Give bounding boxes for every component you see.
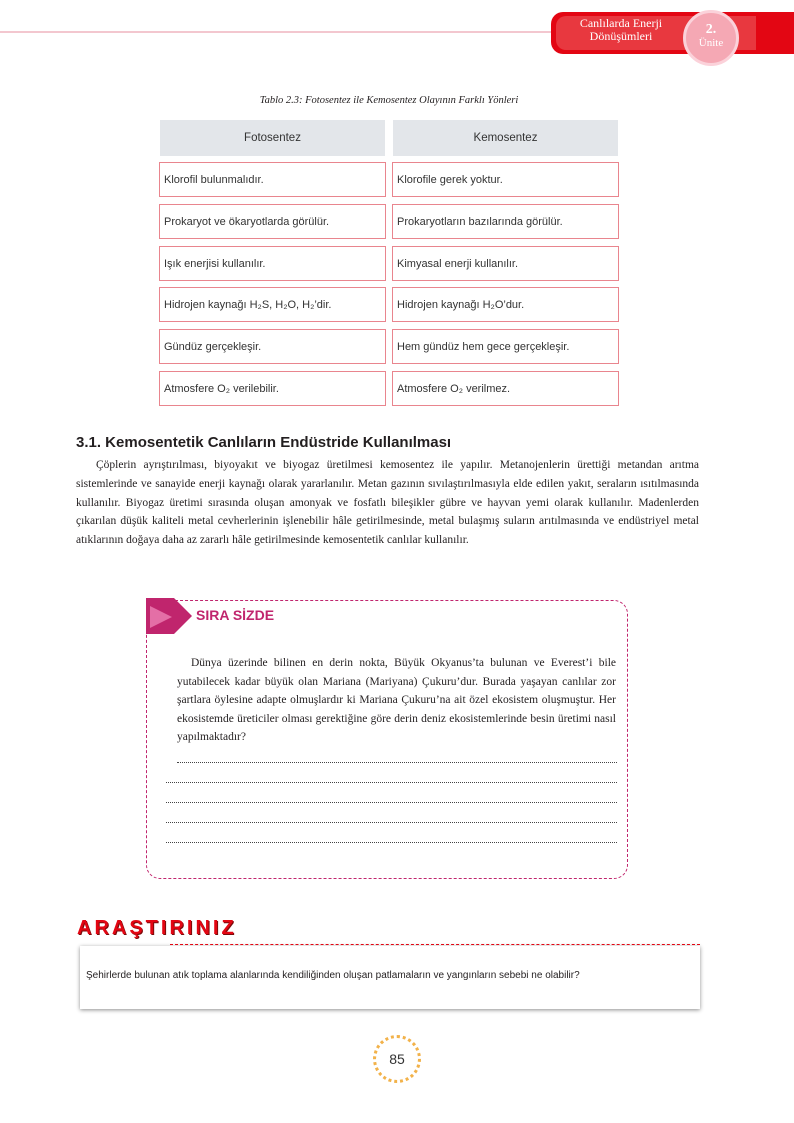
- arastiriniz-rule: [170, 944, 700, 945]
- table-cell: Hidrojen kaynağı H₂S, H₂O, H₂’dir.: [159, 287, 386, 322]
- table-cell: Atmosfere O₂ verilebilir.: [159, 371, 386, 406]
- sira-sizde-text: Dünya üzerinde bilinen en derin nokta, Büyük Okyanus’ta bulunan ve Everest’i bile yutabilecek kadar büyük olan Mariana (Mariyana) Çukuru’dur. Burada yaşayan canlılar zor şartlara öylesine adapte olmuşlardır ki Mariana Çukuru’na ait özel ekosistem oluşmuştur. Her ekosistemde üreticiler olması gerektiğine göre derin deniz ekosistemlerinde besin üretimi nasıl yapılmaktadır?: [177, 657, 616, 743]
- chapter-title-line2: Dönüşümleri: [589, 29, 653, 43]
- header-rule: [0, 31, 560, 33]
- sira-sizde-flag-tip: [174, 598, 192, 634]
- page-number: 85: [389, 1051, 405, 1067]
- table-header-kemosentez: Kemosentez: [393, 120, 618, 156]
- table-cell: Kimyasal enerji kullanılır.: [392, 246, 619, 281]
- table-caption: Tablo 2.3: Fotosentez ile Kemosentez Olayının Farklı Yönleri: [259, 95, 519, 106]
- table-cell: Prokaryotların bazılarında görülür.: [392, 204, 619, 239]
- table-cell: Atmosfere O₂ verilmez.: [392, 371, 619, 406]
- sira-sizde-flag-highlight: [150, 606, 172, 628]
- section-body: [76, 456, 699, 550]
- unit-number: 2.: [705, 22, 717, 37]
- chapter-title: [558, 17, 684, 43]
- table-cell: Klorofile gerek yoktur.: [392, 162, 619, 197]
- table-cell: Gündüz gerçekleşir.: [159, 329, 386, 364]
- arastiriniz-title: ARAŞTIRINIZ: [77, 917, 237, 939]
- table-cell: Hidrojen kaynağı H₂O’dur.: [392, 287, 619, 322]
- unit-label: Ünite: [698, 37, 724, 49]
- table-cell: Hem gündüz hem gece gerçekleşir.: [392, 329, 619, 364]
- unit-badge: [683, 10, 739, 66]
- table-cell: Işık enerjisi kullanılır.: [159, 246, 386, 281]
- answer-line[interactable]: [166, 820, 617, 823]
- arastiriniz-question: Şehirlerde bulunan atık toplama alanlarında kendiliğinden oluşan patlamaların ve yangınların sebebi ne olabilir?: [86, 970, 580, 981]
- answer-line[interactable]: [166, 800, 617, 803]
- answer-line[interactable]: [166, 780, 617, 783]
- table-cell: Klorofil bulunmalıdır.: [159, 162, 386, 197]
- section-body-text: Çöplerin ayrıştırılması, biyoyakıt ve biyogaz üretilmesi kemosentez ile yapılır. Metanojenlerin ürettiği metandan arıtma sistemlerinde ve sanayide enerji kaynağı olarak yararlanılır. Metan gazının sıvılaştırılmasıyla elde edilen yakıt, seraların ısıtılmasında kullanılır. Biyogaz üretimi sırasında oluşan amonyak ve fosfatlı bileşikler gübre ve hayvan yemi olarak kullanılır. Madenlerden çıkarılan düşük kaliteli metal cevherlerinin işlenebilir hâle getirilmesinde, metal bulaşmış suların arıtılmasında ve endüstriyel metal atıklarının doğaya daha az zararlı hâle getirilmesinde kemosentetik canlılar kullanılır.: [76, 459, 699, 547]
- table-header-fotosentez: Fotosentez: [160, 120, 385, 156]
- section-title: 3.1. Kemosentetik Canlıların Endüstride Kullanılması: [76, 434, 452, 451]
- chapter-title-line1: Canlılarda Enerji: [579, 16, 663, 30]
- answer-line[interactable]: [166, 840, 617, 843]
- table-cell: Prokaryot ve ökaryotlarda görülür.: [159, 204, 386, 239]
- sira-sizde-title: SIRA SİZDE: [196, 607, 275, 623]
- answer-line[interactable]: [177, 760, 617, 763]
